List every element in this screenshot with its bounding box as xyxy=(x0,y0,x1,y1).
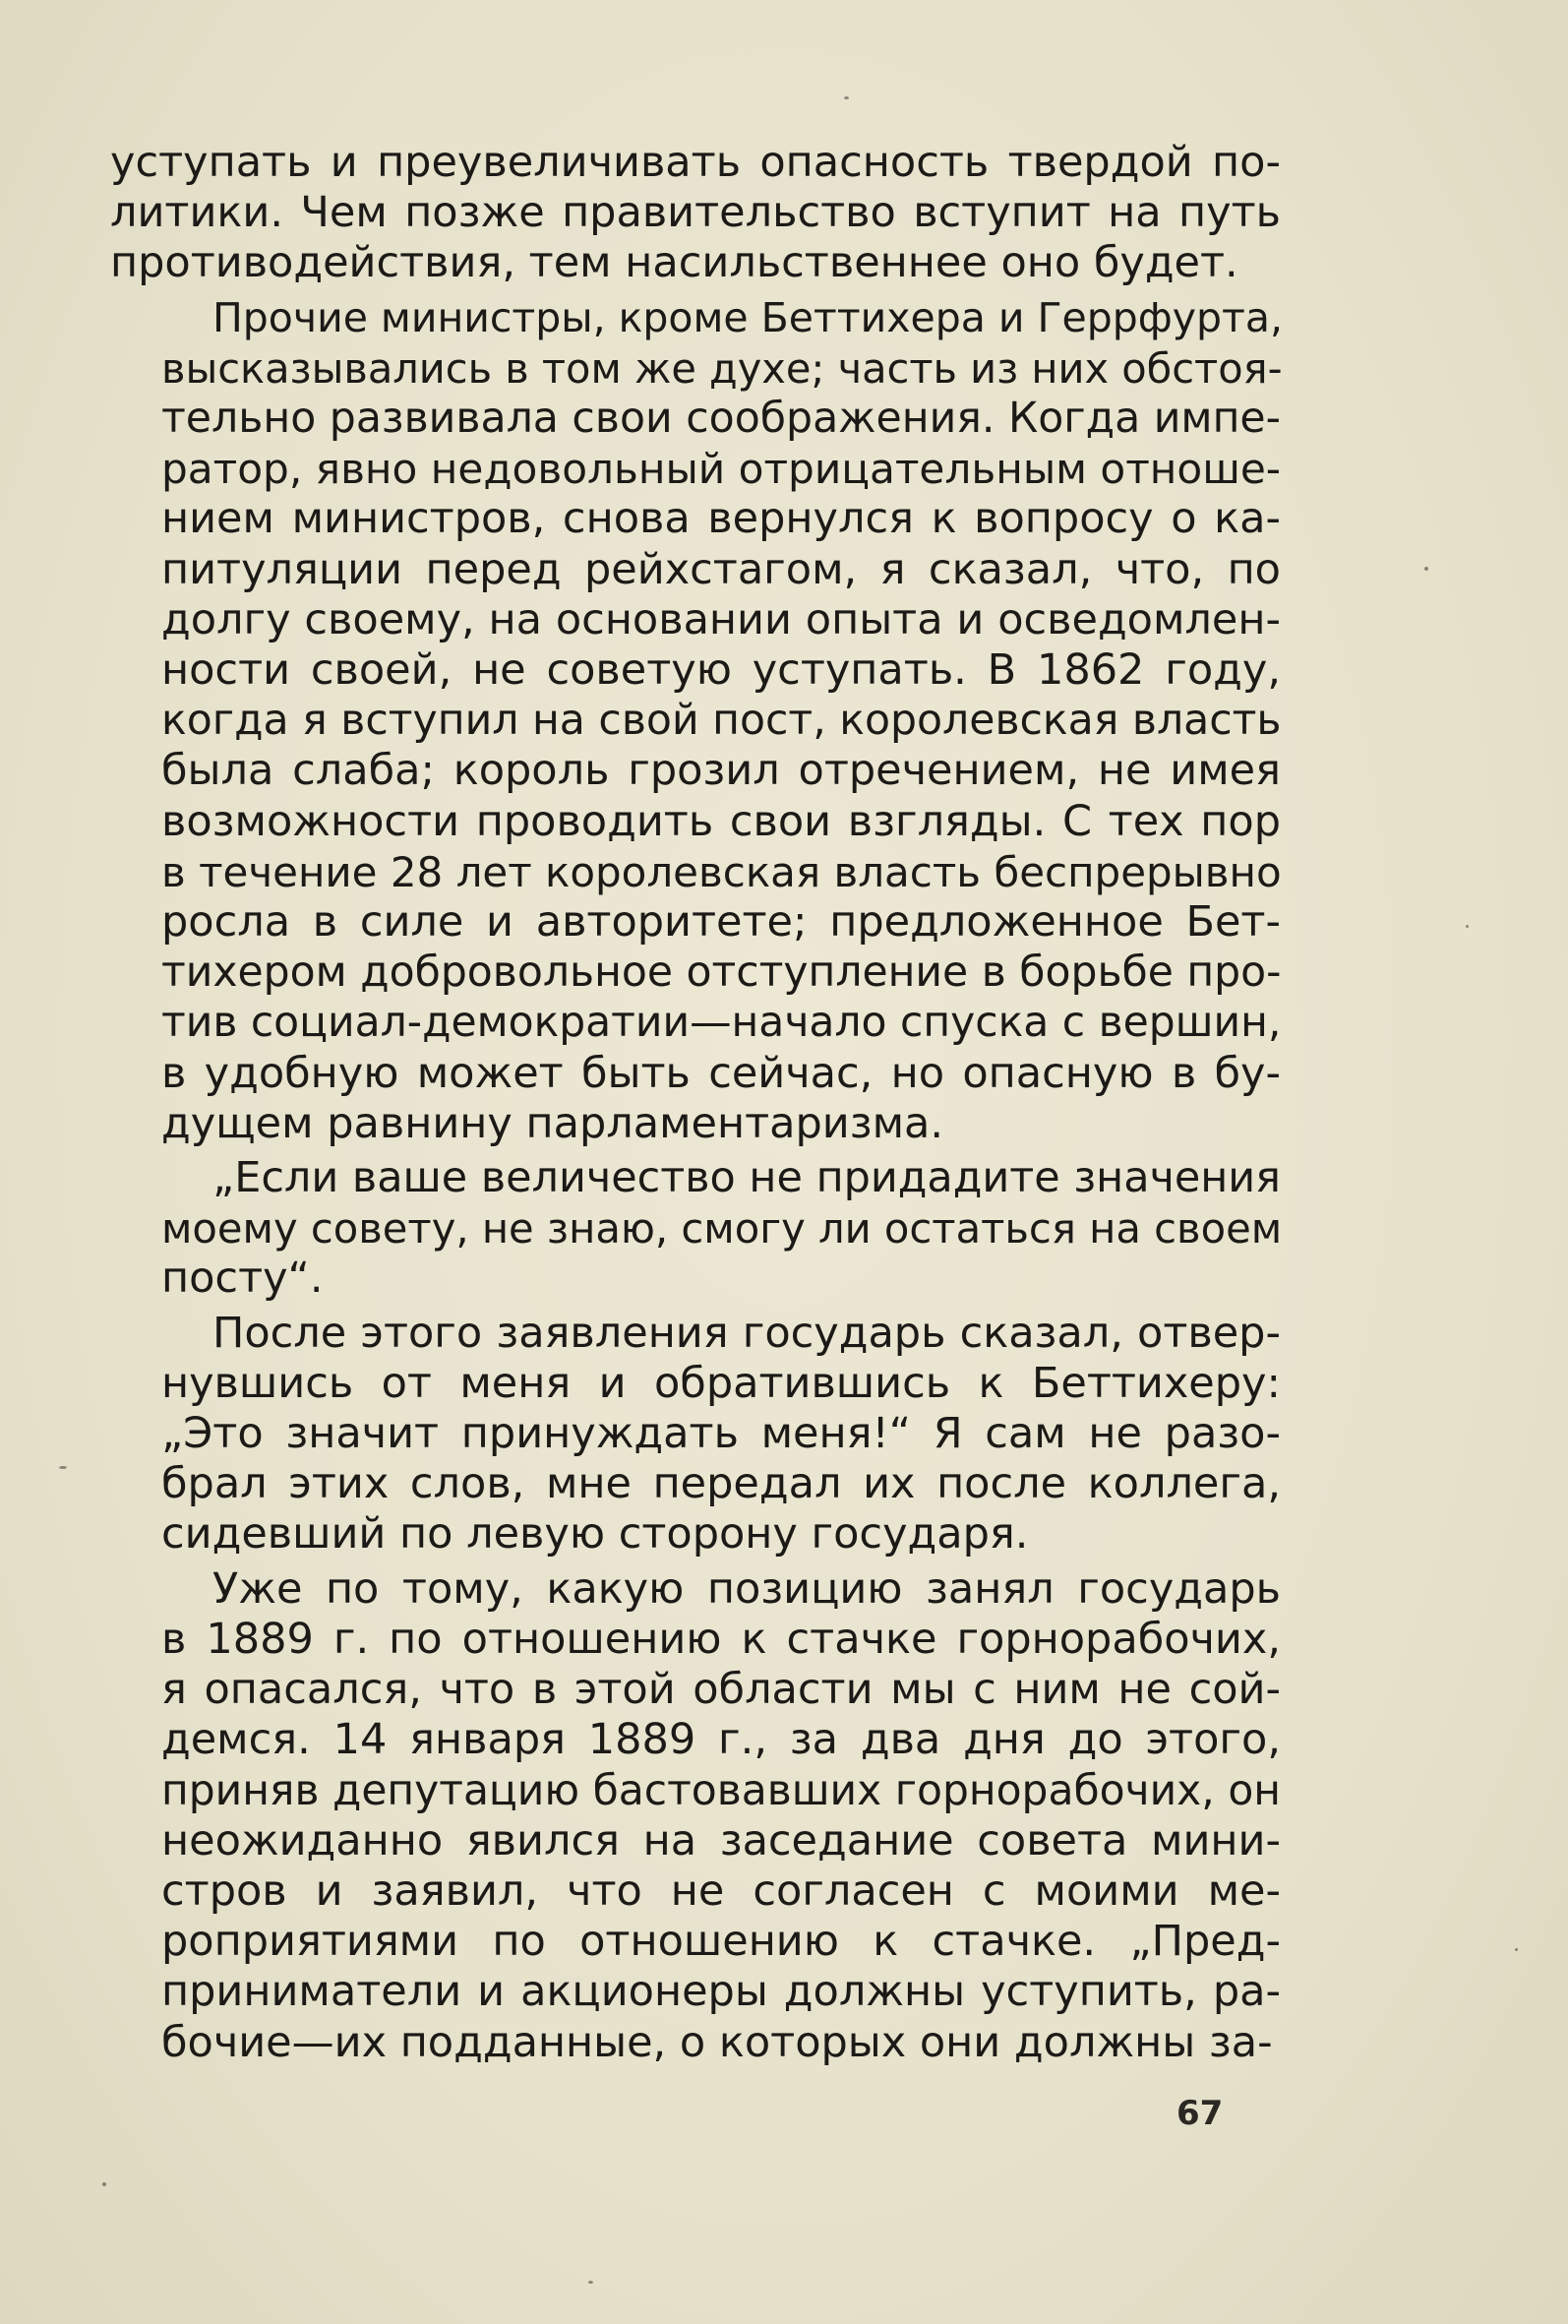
text-line: „Это значит принуждать меня!“ Я сам не разо- xyxy=(161,1409,1281,1459)
text-line: Прочие министры, кроме Беттихера и Геррфурта, xyxy=(212,293,1283,341)
text-line: ратор, явно недовольный отрицательным отноше- xyxy=(161,445,1282,494)
text-line: приняв депутацию бастовавших горнорабочих, он xyxy=(161,1766,1281,1815)
paragraph xyxy=(110,1564,1281,2068)
text-line: в течение 28 лет королевская власть беспрерывно xyxy=(161,847,1282,896)
text-line: „Если ваше величество не придадите значения xyxy=(212,1153,1281,1203)
text-line: сидевший по левую сторону государя. xyxy=(161,1509,1029,1560)
text-line: я опасался, что в этой области мы с ним не сой- xyxy=(161,1665,1281,1715)
paragraph xyxy=(110,1309,1281,1560)
text-line: противодействия, тем насильственнее оно будет. xyxy=(110,238,1238,288)
paragraph xyxy=(110,138,1281,289)
text-line: После этого заявления государь сказал, отвер- xyxy=(212,1308,1281,1358)
text-line: питуляции перед рейхстагом, я сказал, что, по xyxy=(161,544,1281,594)
page-number: 67 xyxy=(1176,2094,1224,2133)
text-line: была слаба; король грозил отречением, не имея xyxy=(161,746,1281,796)
text-line: уступать и преувеличивать опасность твердой по- xyxy=(110,138,1281,187)
text-line: посту“. xyxy=(161,1254,324,1304)
text-line: тельно развивала свои соображения. Когда импе- xyxy=(161,394,1281,444)
body-text xyxy=(110,138,1281,2072)
text-line: роприятиями по отношению к стачке. „Пред- xyxy=(161,1917,1281,1967)
text-line: дущем равнину парламентаризма. xyxy=(161,1098,944,1148)
text-line: когда я вступил на свой пост, королевская власть xyxy=(161,696,1282,746)
paragraph xyxy=(110,1153,1281,1305)
text-line: бочие—их подданные, о которых они должны за- xyxy=(161,2017,1273,2067)
paper-speck xyxy=(102,2182,106,2186)
text-line: в 1889 г. по отношению к стачке горнорабочих, xyxy=(161,1614,1281,1664)
text-line: тихером добровольное отступление в борьбе про- xyxy=(161,948,1282,998)
text-line: Уже по тому, какую позицию занял государь xyxy=(212,1563,1281,1614)
text-line: высказывались в том же духе; часть из них обстоя- xyxy=(161,343,1283,393)
text-line: тив социал-демократии—начало спуска с вершин, xyxy=(161,999,1282,1048)
text-line: долгу своему, на основании опыта и осведомлен- xyxy=(161,594,1281,644)
paper-speck xyxy=(588,2281,593,2284)
text-line: стров и заявил, что не согласен с моими ме- xyxy=(161,1865,1281,1916)
text-line: неожиданно явился на заседание совета мини- xyxy=(161,1815,1281,1865)
paper-speck xyxy=(59,1466,67,1469)
text-line: брал этих слов, мне передал их после коллега, xyxy=(161,1459,1281,1509)
paper-speck xyxy=(1466,925,1469,928)
text-line: ности своей, не советую уступать. В 1862 году, xyxy=(161,645,1281,696)
text-line: в удобную может быть сейчас, но опасную в бу- xyxy=(161,1048,1281,1098)
paragraph xyxy=(110,293,1281,1149)
paper-speck xyxy=(844,96,849,99)
text-line: возможности проводить свои взгляды. С тех пор xyxy=(161,796,1281,846)
paper-speck xyxy=(1424,567,1428,571)
text-line: нувшись от меня и обратившись к Беттихеру: xyxy=(161,1358,1281,1408)
text-line: нием министров, снова вернулся к вопросу о ка- xyxy=(161,494,1281,544)
text-line: росла в силе и авторитете; предложенное Бет- xyxy=(161,897,1281,948)
text-line: моему совету, не знаю, смогу ли остаться на своем xyxy=(161,1204,1283,1254)
text-line: литики. Чем позже правительство вступит на путь xyxy=(110,188,1281,238)
text-line: приниматели и акционеры должны уступить, ра- xyxy=(161,1967,1281,2017)
text-line: демся. 14 января 1889 г., за два дня до этого, xyxy=(161,1715,1281,1765)
paper-speck xyxy=(1515,1948,1518,1951)
